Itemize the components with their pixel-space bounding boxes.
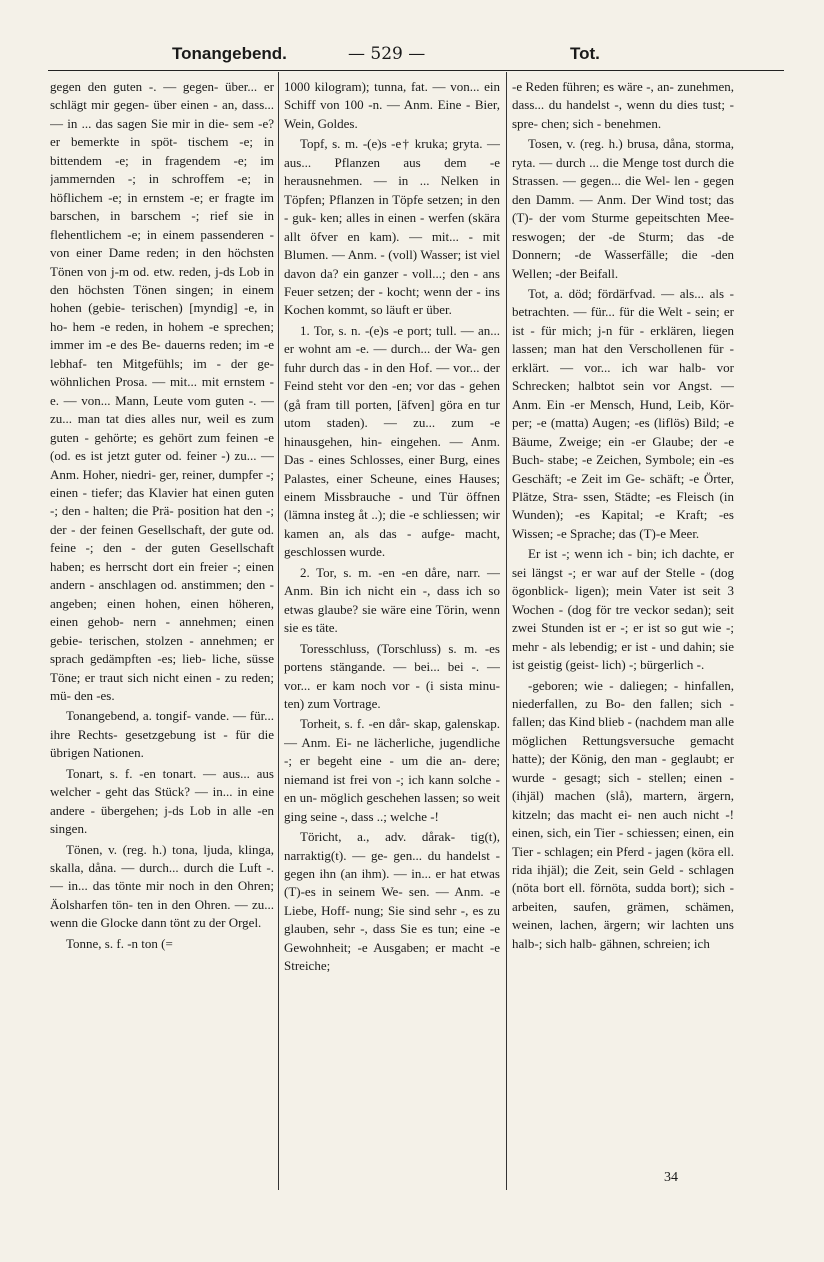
entry-continuation: gegen den guten -. — gegen- über... er schlägt mir gegen- über einen - an, dass... — in ... das sagen Sie mir in die- sem -e? er bemerkte in spöt- tischem -e; in bittendem -e; in fragendem -e; im jammernden -; in schroffem -e; in höflichem -e; in ernstem -e; er fragte im barschen, in barschem -; rief sie in flehentlichem -e; in einem passenderen - von einer Dame reden; in den höchsten Tönen von j-m od. etw. reden, j-ds Lob in den höchsten Tönen singen; in einem hohen (gebie- terischen) [myndig] -e, in ho- hem -e reden, in hohem -e sprechen; immer im -e des Be- dauerns reden; im -e lebhaf- ten Mitgefühls; im - der ge- wöhnlichen Prosa. — mit... mit ernstem -e. — von... Mann, Leute vom guten -. — zu... man tat dies alles nur, weil es zum guten - gehörte; es gehört zum feinen -e (od. es ist jetzt guter od. feiner -) zu... — Anm. Hoher, niedri- ger, reiner, dumpfer -; einen - tiefer; das Klavier hat einen guten -; den - halten; die Prä- position hat den -; der - der feinen Gesellschaft, der gute od. feine -; den - der guten Gesellschaft haben; es herrscht dort ein freier -; einen andern - anschlagen od. anstimmen; den - angeben; einen hohen, einen höheren, einen gehob- nern - annehmen; einen gebie- terischen, stolzen - annehmen; er sprach gedämpften -es; lieb- liche, süsse Töne; er traut sich nicht einen - zu reden; mü- den -es.	[50, 79, 274, 703]
entry-tot-compounds: -geboren; wie - daliegen; - hinfallen, niederfallen, zu Bo- den fallen; sich - fallen; das Kind blieb - (nachdem man alle möglichen Rettungsversuche gemacht hatte); der König, den man - geglaubt; er wurde - gesagt; sich - stellen; einen - (ihjäl) machen (slå), martern, ärgern, kitzeln; das macht ei- nen auch nicht -! einen, sich, ein Tier - schiessen; einen, ein Tier - schlagen; ein Pferd - jagen (köra ell. rida ihjäl); die Zeit, sein Geld - schlagen (nöta bort ell. förnöta, sudda bort); sich - arbeiten, saufen, grämen, schämen, weinen, lachen, ärgern; wir lachten uns halb-; sich halb- gähnen, schreien; ich	[512, 677, 734, 951]
page-header	[48, 44, 784, 70]
running-head-left: Tonangebend.	[172, 44, 287, 63]
entry-torheit: Torheit, s. f. -en dår- skap, galenskap. — Anm. Ei- ne lächerliche, jugendliche -; er begeht eine - um die an- dere; niemand ist frei von -; ich kann solche -en un- möglich geschehen lassen; so weit ging seine -, dass ..; welche -!	[284, 716, 500, 824]
entry-tor-2: 2. Tor, s. m. -en -en dåre, narr. — Anm. Bin ich nicht ein -, dass ich so etwas glaube? sie wäre eine Törin, wenn sie es täte.	[284, 564, 500, 636]
signature-number: 34	[664, 1170, 678, 1185]
entry-topf: Topf, s. m. -(e)s -e† kruka; gryta. — aus... Pflanzen aus dem -e herausnehmen. — in ... Nelken in Töpfen; Pflanzen in Töpfe setzen; in den - guk- ken; alles in einen - werfen (skära allt öfver en kam). — mit... - mit Blumen. — Anm. - (voll) Wasser; ist viel davon da? ein ganzer - voll...; den - ans Feuer setzen; der - kocht; wenn der - ins Kochen kommt, so läuft er über.	[284, 136, 500, 318]
entry-continuation: 1000 kilogram); tunna, fat. — von... ein Schiff von 100 -n. — Anm. Eine - Bier, Wein, Goldes.	[284, 79, 500, 131]
column-rule	[278, 72, 279, 1190]
entry-tot-usage: Er ist -; wenn ich - bin; ich dachte, er sei längst -; er war auf der Stelle - (dog ögonblick- ligen); mein Vater ist seit 3 Wochen - (dog för tre veckor sedan); seit zwei Stunden ist er -; er ist so gut wie -; mehr - als lebendig; er ist - und dahin; sie ist geistig (geist- lich) -; bürgerlich -.	[512, 546, 734, 673]
entry-toericht: Töricht, a., adv. dårak- tig(t), narraktig(t). — ge- gen... du handelst - gegen ihn (an ihm). — in... er hat etwas (T)-es in seinem We- sen. — Anm. -e Liebe, Hoff- nung; Sie sind sehr -, es zu glauben, sehr -, dass Sie es tun; eine -e Gewohnheit; -e Ausgaben; er macht -e Streiche;	[284, 829, 500, 974]
entry-tonangebend: Tonangebend, a. tongif- vande. — für... ihre Rechts- gesetzgebung ist - für die übrigen Nationen.	[50, 708, 274, 761]
header-rule	[48, 70, 784, 71]
entry-tot: Tot, a. död; fördärfvad. — als... als - betrachten. — für... für die Welt - sein; er ist - für mich; j-n für - erklären, liegen lassen; man hat den Verschollenen für - erklärt. — vor... ich war halb- vor Schrecken; halbtot sein vor Angst. — Anm. Ein -er Mensch, Hund, Leib, Kör- per; -e (matta) Augen; -es (liflös) Bild; -e Bäume, Zweige; ein -er Glaube; der -e Buch- stabe; -e Zeichen, Symbole; ein -es Geschäft; -e Zeit im Ge- schäft; -e Örter, Plätze, Stra- ssen, Städte; -es Fleisch (in Wunden); -es Kapital; -e Kraft; -es Wissen; -e Sprache; das (T)-e Meer.	[512, 285, 734, 541]
column-rule	[506, 72, 507, 1190]
entry-tonart: Tonart, s. f. -en tonart. — aus... aus welcher - geht das Stück? — in... in eine andere - übergehen; j-ds Lob in alle -en singen.	[50, 765, 274, 837]
column-1	[50, 78, 274, 1190]
entry-tosen: Tosen, v. (reg. h.) brusa, dåna, storma, ryta. — durch ... die Menge tost durch die Strassen. — gegen... die Wel- len - gegen den Damm. — Anm. Der Wind tost; das (T)- der vom Sturme gepeitschten Mee- reswogen; der -de Sturm; das -de Donnern; -de Wasserfälle; die -den Wellen; -der Beifall.	[512, 136, 734, 281]
entry-tonne: Tonne, s. f. -n ton (=	[66, 935, 173, 951]
entry-toenen: Tönen, v. (reg. h.) tona, ljuda, klinga, skalla, dåna. — durch... durch die Luft -. — in... das tönte mir noch in den Ohren; Äolsharfen tön- ten in den Ohren. — zu... wenn die Glocke dann tönt zu der Orgel.	[50, 841, 274, 931]
page-number-header: — 529 —	[348, 44, 426, 64]
running-head-right: Tot.	[570, 44, 600, 63]
entry-continuation: -e Reden führen; es wäre -, an- zunehmen, dass... du handelst -, wenn du dies tust; - spre- chen; sich - benehmen.	[512, 79, 734, 131]
entry-tor-1: 1. Tor, s. n. -(e)s -e port; tull. — an... er wohnt am -e. — durch... der Wa- gen fuhr durch das - in den Hof. — vor... der Feind steht vor den -en; vor das - gehen (gå fram till porten, [äfven] göra en tur utom staden). — zu... zum -e hinausgehen, hin- eingehen. — Anm. Das - eines Schlosses, einer Burg, eines Palastes, einer Scheune, eines Hauses; einem Missbrauche - und Tür öffnen (lämna insteg åt ..); die -e schliessen; wir kamen an, als das - aufge- macht, geschlossen wurde.	[284, 322, 500, 560]
column-3	[512, 78, 734, 1190]
entry-toresschluss: Toresschluss, (Torschluss) s. m. -es portens stängande. — bei... bei -. — vor... er kam noch vor - (i sista minu- ten) zum Vortrage.	[284, 640, 500, 711]
column-2	[284, 78, 500, 1190]
